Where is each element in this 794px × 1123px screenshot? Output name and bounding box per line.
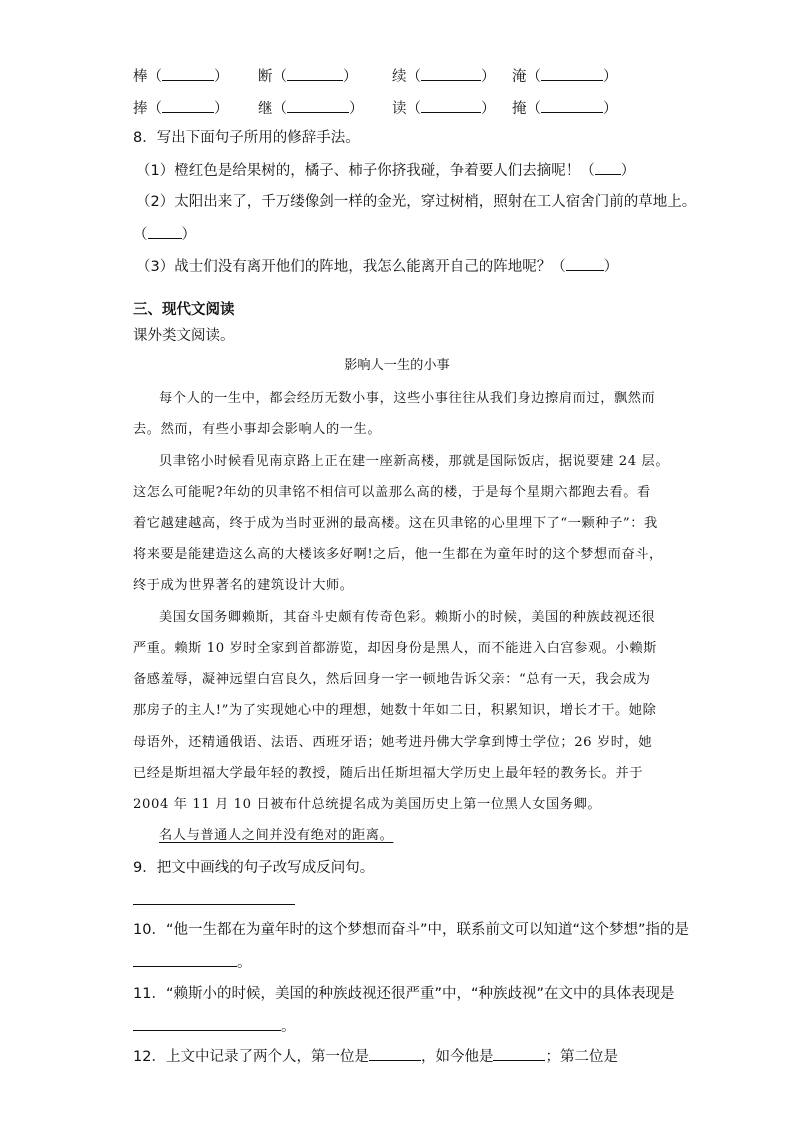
answer-blank[interactable] bbox=[595, 160, 621, 175]
passage-line: 美国女国务卿赖斯，其奋斗史颇有传奇色彩。赖斯小的时候，美国的种族歧视还很 bbox=[159, 610, 656, 625]
grid-item-2-3 bbox=[392, 98, 496, 119]
grid-item-1-3 bbox=[392, 66, 496, 87]
answer-blank[interactable] bbox=[421, 98, 481, 113]
answer-blank[interactable] bbox=[493, 1046, 545, 1061]
q12-part-c: ；第二位是 bbox=[545, 1049, 618, 1065]
section-subheading: 课外类文阅读。 bbox=[133, 328, 235, 344]
grid-char: 断（ bbox=[258, 69, 287, 85]
q8-s1-close: ） bbox=[620, 163, 636, 179]
q8-s3-text: （3）战士们没有离开他们的阵地，我怎么能离开自己的阵地呢？（ bbox=[136, 259, 566, 275]
question-12 bbox=[133, 1046, 618, 1067]
underlined-sentence: 名人与普通人之间并没有绝对的距离。 bbox=[159, 828, 394, 843]
question-11-answer bbox=[133, 1016, 296, 1037]
answer-blank[interactable] bbox=[566, 256, 604, 271]
grid-item-1-4 bbox=[512, 66, 618, 87]
grid-item-2-4 bbox=[512, 98, 618, 119]
q8-sentence-1 bbox=[136, 160, 635, 181]
grid-item-2-1 bbox=[133, 98, 229, 119]
passage-line: 2004 年 11 月 10 日被布什总统提名成为美国历史上第一位黑人女国务卿。 bbox=[133, 797, 602, 812]
answer-blank[interactable] bbox=[133, 1016, 281, 1031]
grid-close: ） bbox=[214, 69, 229, 85]
q8-s2-close: ） bbox=[181, 227, 196, 243]
q11-end: 。 bbox=[281, 1019, 296, 1035]
grid-char: 续（ bbox=[392, 69, 421, 85]
passage-line: 母语外，还精通俄语、法语、西班牙语；她考进丹佛大学拿到博士学位；26 岁时，她 bbox=[133, 735, 653, 750]
passage-line: 备感羞辱，凝神远望白宫良久，然后回身一字一顿地告诉父亲：“总有一天，我会成为 bbox=[133, 672, 651, 687]
grid-item-2-2 bbox=[258, 98, 364, 119]
grid-item-1-1 bbox=[133, 66, 229, 87]
answer-blank[interactable] bbox=[133, 952, 237, 967]
section-heading: 三、现代文阅读 bbox=[133, 302, 235, 318]
grid-close: ） bbox=[603, 69, 618, 85]
answer-blank[interactable] bbox=[287, 66, 343, 81]
answer-blank[interactable] bbox=[541, 98, 603, 113]
grid-char: 捧（ bbox=[133, 101, 162, 117]
q8-sentence-3 bbox=[136, 256, 618, 277]
answer-blank[interactable] bbox=[369, 1046, 421, 1061]
q8-title: 8．写出下面句子所用的修辞手法。 bbox=[133, 130, 360, 146]
passage-title: 影响人一生的小事 bbox=[344, 358, 450, 373]
answer-blank[interactable] bbox=[541, 66, 603, 81]
grid-char: 棒（ bbox=[133, 69, 162, 85]
grid-char: 淹（ bbox=[512, 69, 541, 85]
q8-s3-close: ） bbox=[603, 259, 619, 275]
answer-blank[interactable] bbox=[287, 98, 349, 113]
question-10: 10．“他一生都在为童年时的这个梦想而奋斗”中，联系前文可以知道“这个梦想”指的是 bbox=[133, 922, 689, 938]
q10-end: 。 bbox=[237, 955, 252, 971]
q8-s1-text: （1）橙红色是给果树的，橘子、柿子你挤我碰，争着要人们去摘呢！（ bbox=[136, 163, 595, 179]
question-10-answer bbox=[133, 952, 252, 973]
grid-char: 读（ bbox=[392, 101, 421, 117]
q8-sentence-2-answer bbox=[133, 224, 196, 245]
passage-line: 那房子的主人!”为了实现她心中的理想，她数十年如二日，积累知识，增长才干。她除 bbox=[133, 703, 657, 718]
passage-line: 将来要是能建造这么高的大楼该多好啊!之后，他一生都在为童年时的这个梦想而奋斗， bbox=[133, 547, 663, 562]
answer-blank[interactable] bbox=[162, 66, 214, 81]
grid-close: ） bbox=[603, 101, 618, 117]
q12-part-a: 12．上文中记录了两个人，第一位是 bbox=[133, 1049, 369, 1065]
passage-line: 每个人的一生中，都会经历无数小事，这些小事往往从我们身边擦肩而过，飘然而 bbox=[159, 391, 656, 406]
passage-line: 去。然而，有些小事却会影响人的一生。 bbox=[133, 422, 382, 437]
question-11: 11．“赖斯小的时候，美国的种族歧视还很严重”中，“种族歧视”在文中的具体表现是 bbox=[133, 986, 675, 1002]
question-9: 9．把文中画线的句子改写成反问句。 bbox=[133, 860, 375, 876]
answer-line[interactable] bbox=[133, 904, 295, 905]
answer-blank[interactable] bbox=[421, 66, 481, 81]
grid-char: 掩（ bbox=[512, 101, 541, 117]
q8-sentence-2: （2）太阳出来了，千万缕像剑一样的金光，穿过树梢，照射在工人宿舍门前的草地上。 bbox=[136, 194, 697, 210]
grid-close: ） bbox=[481, 69, 496, 85]
passage-line: 终于成为世界著名的建筑设计大师。 bbox=[133, 578, 354, 593]
answer-blank[interactable] bbox=[148, 224, 182, 239]
passage-line: 着它越建越高，终于成为当时亚洲的最高楼。这在贝聿铭的心里埋下了“一颗种子”：我 bbox=[133, 516, 658, 531]
passage-line: 严重。赖斯 10 岁时全家到首都游览，却因身份是黑人，而不能进入白宫参观。小赖斯 bbox=[133, 641, 657, 656]
grid-char: 继（ bbox=[258, 101, 287, 117]
grid-close: ） bbox=[349, 101, 364, 117]
grid-close: ） bbox=[343, 69, 358, 85]
grid-close: ） bbox=[481, 101, 496, 117]
grid-item-1-2 bbox=[258, 66, 358, 87]
q8-s2-open: （ bbox=[133, 227, 148, 243]
passage-line: 贝聿铭小时候看见南京路上正在建一座新高楼，那就是国际饭店，据说要建 24 层。 bbox=[159, 454, 670, 469]
q12-part-b: ，如今他是 bbox=[420, 1049, 494, 1065]
passage-line: 已经是斯坦福大学最年轻的教授，随后出任斯坦福大学历史上最年轻的教务长。并于 bbox=[133, 766, 644, 781]
answer-blank[interactable] bbox=[162, 98, 214, 113]
passage-line: 这怎么可能呢?年幼的贝聿铭不相信可以盖那么高的楼，于是每个星期六都跑去看。看 bbox=[133, 485, 651, 500]
reading-passage bbox=[133, 356, 670, 846]
grid-close: ） bbox=[214, 101, 229, 117]
